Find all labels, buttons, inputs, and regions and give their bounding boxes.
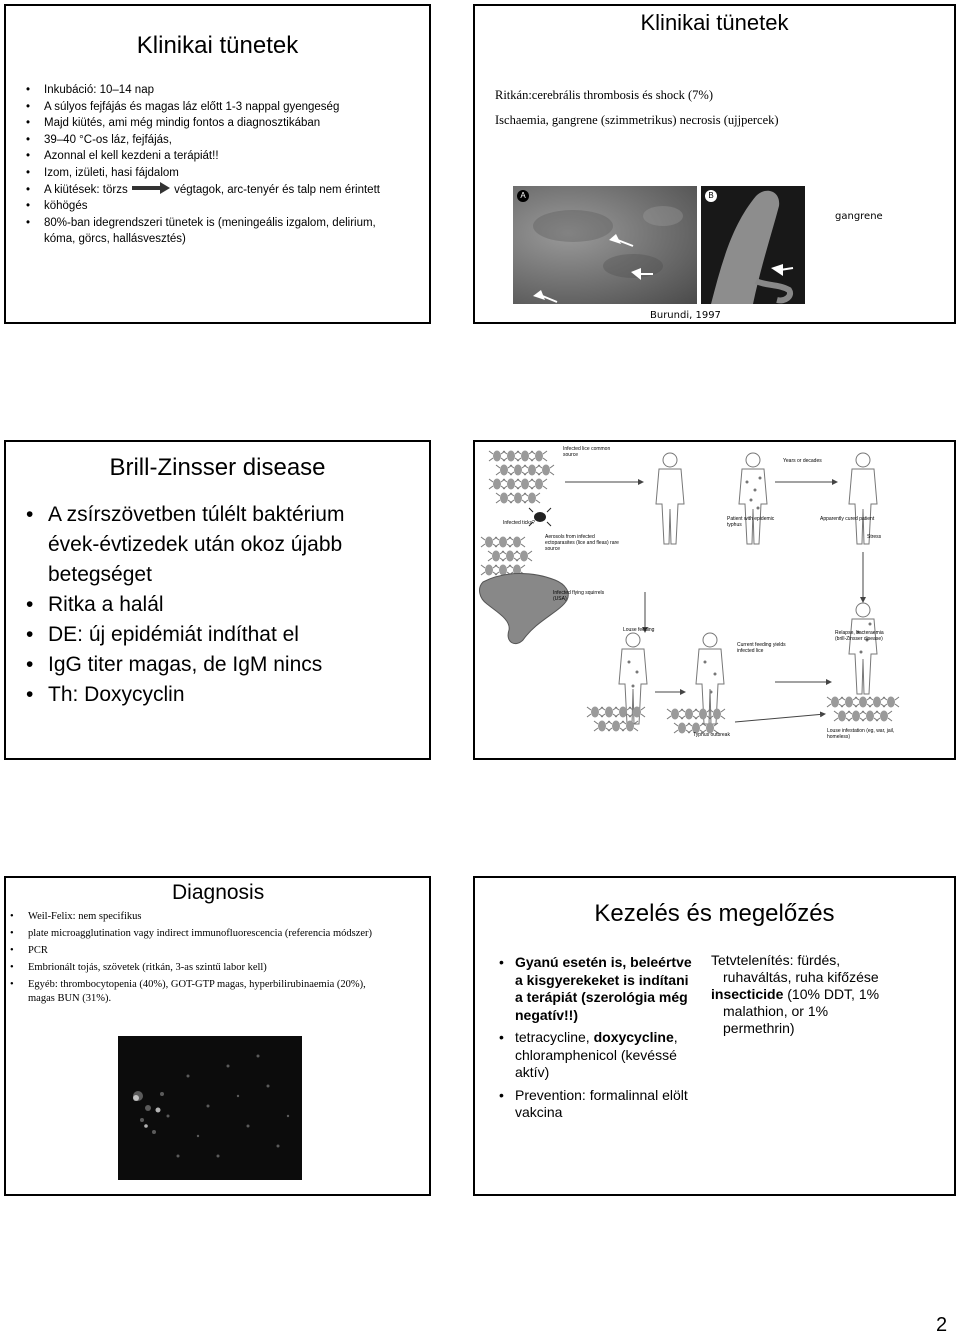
insecticide-bold: insecticide xyxy=(711,986,784,1002)
right-arrow-icon xyxy=(131,182,171,194)
text-ischaemia: Ischaemia, gangrene (szimmetrikus) necrosis (ujjpercek) xyxy=(495,113,779,127)
bullet-weil-felix: • Weil-Felix: nem specifikus xyxy=(8,910,389,924)
drugs-post: , chloramphenicol (kevéssé aktív) xyxy=(515,1029,678,1080)
bullet-death: • Ritka a halál xyxy=(26,590,399,620)
bullet-prevention: • Prevention: formalinnal elölt vakcina xyxy=(497,1087,697,1122)
text-insecticide xyxy=(711,986,889,1037)
slide-treatment-prevention xyxy=(473,876,956,1196)
person-cured xyxy=(849,453,877,544)
bullet-pain: • Izom, izületi, hasi fájdalom xyxy=(22,165,409,182)
bullet-incubation: • Inkubáció: 10–14 nap xyxy=(22,82,409,99)
bullet-therapy: • Th: Doxycyclin xyxy=(26,680,399,710)
text-thrombosis: Ritkán:cerebrális thrombosis és shock (7%) xyxy=(495,88,714,102)
bullet-pcr: • PCR xyxy=(8,944,389,958)
drugs-doxycycline: doxycycline xyxy=(593,1029,674,1045)
bullet-suspicion xyxy=(497,954,697,1024)
slide-diagnosis xyxy=(4,876,431,1196)
bullet-rash xyxy=(22,182,409,199)
photo-gangrene-b xyxy=(701,186,805,304)
photo-skin-a xyxy=(513,186,697,304)
slide-title: Brill-Zinsser disease xyxy=(109,454,326,481)
fluorescence-spots xyxy=(118,1036,302,1180)
label-relapse: Relapse, bacteraemia (brill-Zinsser disease) xyxy=(835,630,884,642)
label-gangrene: gangrene xyxy=(835,211,883,222)
hand-shape xyxy=(701,186,805,304)
bullet-list-left xyxy=(497,954,697,1127)
label-current-feeding: Current feeding yields infected lice xyxy=(737,642,786,654)
person-relapse xyxy=(849,603,877,694)
slide-clinical-symptoms-2 xyxy=(473,4,956,324)
page-number: 2 xyxy=(936,1314,948,1336)
caption-burundi: Burundi, 1997 xyxy=(650,310,721,321)
label-a: A xyxy=(517,190,529,202)
slide-transmission-diagram xyxy=(473,440,956,760)
bullet-other: • Egyéb: thrombocytopenia (40%), GOT-GTP magas, hyperbilirubinaemia (20%), magas BUN (31%). xyxy=(8,978,389,1006)
skin-texture xyxy=(513,186,697,304)
bullet-fever: • 39–40 °C-os láz, fejfájás, xyxy=(22,132,409,149)
bullet-neuro: • 80%-ban idegrendszeri tünetek is (meningeális izgalom, delirium, kóma, görcs, hallásvesztés) xyxy=(22,215,409,248)
bullet-survival: • A zsírszövetben túlélt baktérium évek-évtizedek után okoz újabb betegséget xyxy=(26,500,399,590)
bullet-embryonated-egg: • Embrionált tojás, szövetek (ritkán, 3-as szintű labor kell) xyxy=(8,961,389,975)
bullet-titer: • IgG titer magas, de IgM nincs xyxy=(26,650,399,680)
right-text xyxy=(699,952,889,1037)
bullet-epidemic: • DE: új epidémiát indíthat el xyxy=(26,620,399,650)
flying-squirrel-icon xyxy=(480,574,569,644)
louse-cluster-top xyxy=(489,451,554,504)
label-aerosols: Aerosols from infected ectoparasites (lice and fleas) rare source xyxy=(545,534,619,552)
person-infected-1 xyxy=(656,453,684,544)
label-louse-feeding: Louse feeding xyxy=(623,627,655,633)
bullet-therapy: • Azonnal el kell kezdeni a terápiát!! xyxy=(22,148,409,165)
label-b: B xyxy=(705,190,717,202)
bullet-suspicion-text: Gyanú esetén is, beleértve a kisgyerekeket is indítani a terápiát (szerológia még negatív!!) xyxy=(515,954,692,1023)
bullet-list xyxy=(26,500,399,710)
text-delousing: Tetvtelenítés: fürdés, ruhaváltás, ruha kifőzése xyxy=(711,952,879,985)
insecticide-post: (10% DDT, 1% malathion, or 1% permethrin) xyxy=(723,986,880,1036)
bullet-list xyxy=(22,82,409,248)
label-stress: Stress xyxy=(867,534,882,540)
label-infected-lice: Infected lice common source xyxy=(563,446,611,458)
label-patient: Patient with epidemic typhus xyxy=(727,516,775,528)
slide-title: Kezelés és megelőzés xyxy=(594,900,835,927)
bullet-drugs xyxy=(497,1029,697,1082)
photo-immunofluorescence xyxy=(118,1036,302,1180)
label-typhus-outbreak: Typhus outbreak xyxy=(693,732,730,738)
bullet-cough: • köhögés xyxy=(22,198,409,215)
slide-title: Diagnosis xyxy=(172,881,265,904)
label-louse-infestation: Louse infestation (eg, war, jail, homeless) xyxy=(827,728,895,740)
rash-post: végtagok, arc-tenyér és talp nem érintett xyxy=(174,183,380,196)
slide-brill-zinsser xyxy=(4,440,431,760)
label-squirrels: Infected flying squirrels (USA) xyxy=(553,590,605,602)
slide-clinical-symptoms-1 xyxy=(4,4,431,324)
transmission-diagram xyxy=(475,442,956,760)
louse-cluster-mid xyxy=(481,537,532,576)
bullet-weakness: • A súlyos fejfájás és magas láz előtt 1-3 nappal gyengeség xyxy=(22,99,409,116)
slide-title: Klinikai tünetek xyxy=(136,32,299,59)
label-years: Years or decades xyxy=(783,458,822,464)
label-apparently-cured: Apparently cured patient xyxy=(820,516,875,522)
person-patient xyxy=(739,453,767,544)
label-infected-ticks: Infected ticks? xyxy=(503,520,535,526)
rash-pre: A kiütések: törzs xyxy=(44,183,128,196)
bullet-microagglutination: • plate microagglutination vagy indirect immunofluorescencia (referencia módszer) xyxy=(8,927,389,941)
slide-title: Klinikai tünetek xyxy=(640,10,789,35)
bullet-rash-diagnostic: • Majd kiütés, ami még mindig fontos a diagnosztikában xyxy=(22,115,409,132)
bullet-list xyxy=(8,910,389,1009)
drugs-pre: tetracycline, xyxy=(515,1029,594,1045)
